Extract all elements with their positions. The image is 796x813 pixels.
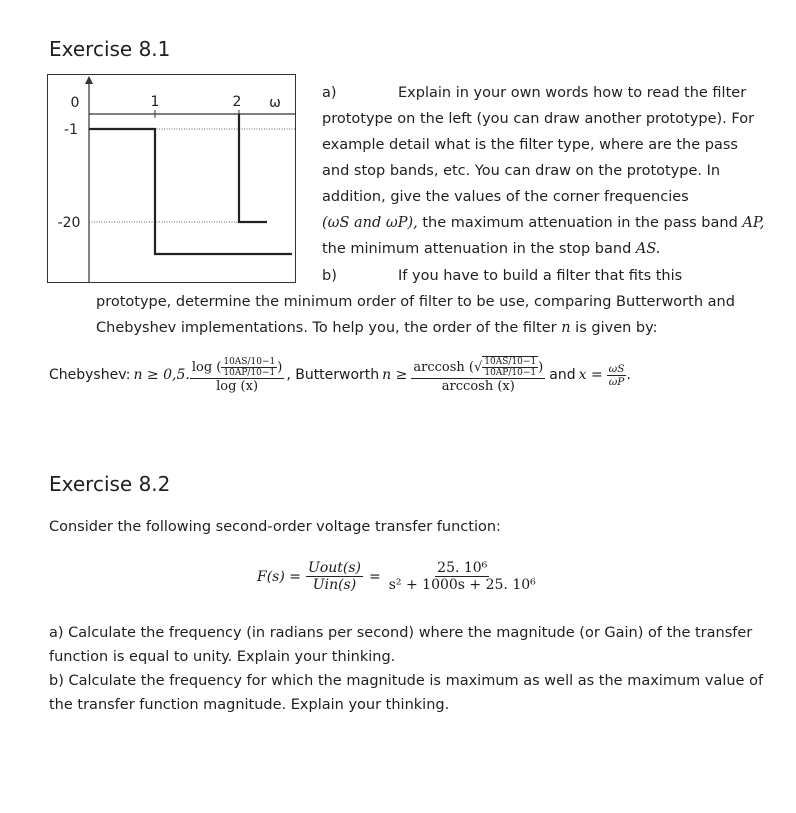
as-symbol: AS. [635,241,661,257]
exercise-8-1-heading: Exercise 8.1 [49,37,171,61]
butterworth-fraction: arccosh ( √ $\frac{10AS/10-1}{10AP/10-1}$ ) arccosh (x) [413,357,544,394]
pass-band-boundary [89,129,292,254]
tf-numerator-2: 25. 10⁶ [437,560,488,576]
part-a-line: Explain in your own words how to read the filter [398,85,747,101]
question-line: the transfer function magnitude. Explain your thinking. [49,697,450,713]
omega-ratio: $\frac{\omega S}{\omega P}$ [608,362,625,388]
min-attenuation-line: the minimum attenuation in the stop band AS. [322,241,661,257]
filter-prototype-diagram [47,74,297,284]
corner-frequencies-math: (ωS and ωP), [322,215,418,231]
tf-numerator-1: Uout(s) [308,560,361,576]
question-line: b) Calculate the frequency for which the magnitude is maximum as well as the maximum value of [49,673,764,689]
x-axis-label: ω [269,95,281,111]
x-tick-label: 2 [232,94,242,110]
stop-band-boundary [239,114,267,222]
tf-lhs: F(s) = [257,568,302,585]
chebyshev-fraction: log ( $\frac{10AS/10-1}{10AP/10-1}$ ) log (x) [191,356,283,394]
transfer-function: F(s) = $\frac{\text{Uout(s)}}{\text{Uin(s)}}$ = $\frac{\text{25. 10⁶}}{\text{s² + 1000s + 25. 10⁶}}$ [257,560,536,593]
part-a-line: prototype on the left (you can draw another prototype). For [322,111,755,127]
tf-denominator-2: s² + 1000s + 25. 10⁶ [388,577,536,593]
exercise-8-2-heading: Exercise 8.2 [49,472,171,496]
part-a-line: and stop bands, etc. You can draw on the prototype. In [322,163,721,179]
y-tick-label: -20 [57,215,81,231]
x-tick-label: 1 [150,94,160,110]
question-line: a) Calculate the frequency (in radians per second) where the magnitude (or Gain) of the transfer [49,625,753,641]
part-b-line: If you have to build a filter that fits this [398,268,683,284]
tf-denominator-1: Uin(s) [312,577,357,593]
y-tick-label: -1 [64,122,78,138]
part-a-line: addition, give the values of the corner frequencies [322,189,689,205]
butterworth-label: , Butterworth [286,367,380,383]
chebyshev-label: Chebyshev: [49,367,131,383]
part-a-label: a) [322,85,337,101]
part-a-line: example detail what is the filter type, where are the pass [322,137,738,153]
question-line: function is equal to unity. Explain your thinking. [49,649,396,665]
order-formula: Chebyshev: n ≥ 0,5. log ( $\frac{10AS/10-1}{10AP/10-1}$ ) log (x) , Butterworth n ≥ arccosh ( √ $\frac{10AS/10-1}{10AP/10-1}$ ) arccosh (x) and x = $\frac{\omega S}{\omega P}$ . [49,356,631,394]
exercise-8-2-intro: Consider the following second-order voltage transfer function: [49,519,501,535]
part-b-line: prototype, determine the minimum order of filter to be use, comparing Butterworth and [96,294,735,310]
part-b-label: b) [322,268,337,284]
y-tick-label: 0 [70,95,80,111]
corner-frequency-line: (ωS and ωP), the maximum attenuation in the pass band AP, [322,215,765,231]
chebyshev-lhs: n ≥ 0,5. [133,367,190,383]
ap-symbol: AP, [742,215,765,231]
part-b-line: Chebyshev implementations. To help you, the order of the filter n is given by: [96,320,658,336]
y-axis-arrow [85,76,93,84]
diagram-frame [48,75,296,283]
